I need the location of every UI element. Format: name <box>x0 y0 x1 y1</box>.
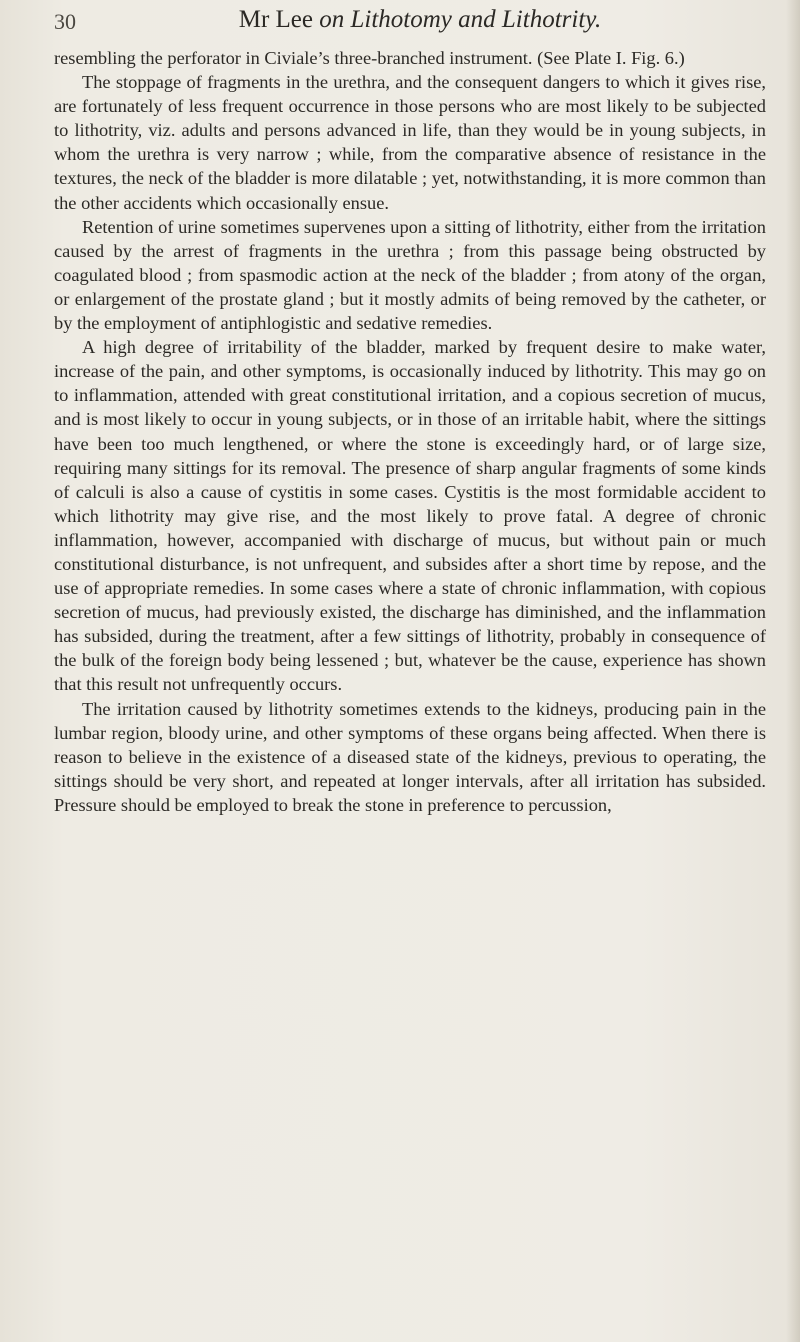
running-head <box>54 0 766 40</box>
paragraph-retention-of-urine: Retention of urine sometimes supervenes upon a sitting of lithotrity, either from the irritation caused by the arrest of fragments in the urethra ; from this passage being obstructed by coagulated blood ; from spasmodic action at the neck of the bladder ; from atony of the organ, or enlargement of the prostate gland ; but it mostly admits of being removed by the catheter, or by the employment of antiphlogistic and sedative remedies. <box>54 216 766 334</box>
paragraph-kidney-irritation: The irritation caused by lithotrity sometimes extends to the kidneys, producing pain in the lumbar region, bloody urine, and other symptoms of these organs being affected. When there is reason to believe in the existence of a diseased state of the kidneys, previous to operating, the sittings should be very short, and repeated at longer intervals, after all irritation has subsided. Pressure should be employed to break the stone in preference to percussion, <box>54 698 766 815</box>
running-author: Mr Lee <box>238 6 314 33</box>
paragraph-continued: resembling the perforator in Civiale’s three-branched instrument. (See Plate I. Fig. 6.) <box>54 48 685 68</box>
paragraph-stoppage-of-fragments: The stoppage of fragments in the urethra, and the consequent dangers to which it gives rise, are fortunately of less frequent occurrence in those persons who are most likely to be subjected to lithotrity, viz. adults and persons advanced in life, than they would be in young subjects, in whom the urethra is very narrow ; while, from the comparative absence of resistance in the textures, the neck of the bladder is more dilatable ; yet, notwithstanding, it is more common than the other accidents which occasionally ensue. <box>54 72 766 213</box>
paragraph-irritability-of-bladder: A high degree of irritability of the bladder, marked by frequent desire to make water, increase of the pain, and other symptoms, is occasionally induced by lithotrity. This may go on to inflammation, attended with great constitutional irritation, and a copious secretion of mucus, and is most likely to occur in young subjects, or in those of an irritable habit, where the sittings have been too much lengthened, or where the stone is exceedingly hard, or of large size, requiring many sittings for its removal. The presence of sharp angular fragments of some kinds of calculi is also a cause of cystitis in some cases. Cystitis is the most formidable accident to which lithotrity may give rise, and the most likely to prove fatal. A degree of chronic inflammation, however, accompanied with discharge of mucus, but without pain or much constitutional disturbance, is not unfrequent, and subsides after a short time by repose, and the use of appropriate remedies. In some cases where a state of chronic inflammation, with copious secretion of mucus, had previously existed, the discharge has diminished, and the inflammation has subsided, during the treatment, after a few sittings of lithotrity, probably in consequence of the bulk of the foreign body being lessened ; but, whatever be the cause, experience has shown that this result not unfrequently occurs. <box>54 337 766 695</box>
running-title <box>54 0 766 40</box>
page-number: 30 <box>54 9 76 34</box>
running-connector: on <box>319 6 345 33</box>
body-text <box>54 46 766 817</box>
running-book-title: Lithotomy and Lithotrity. <box>350 6 602 33</box>
